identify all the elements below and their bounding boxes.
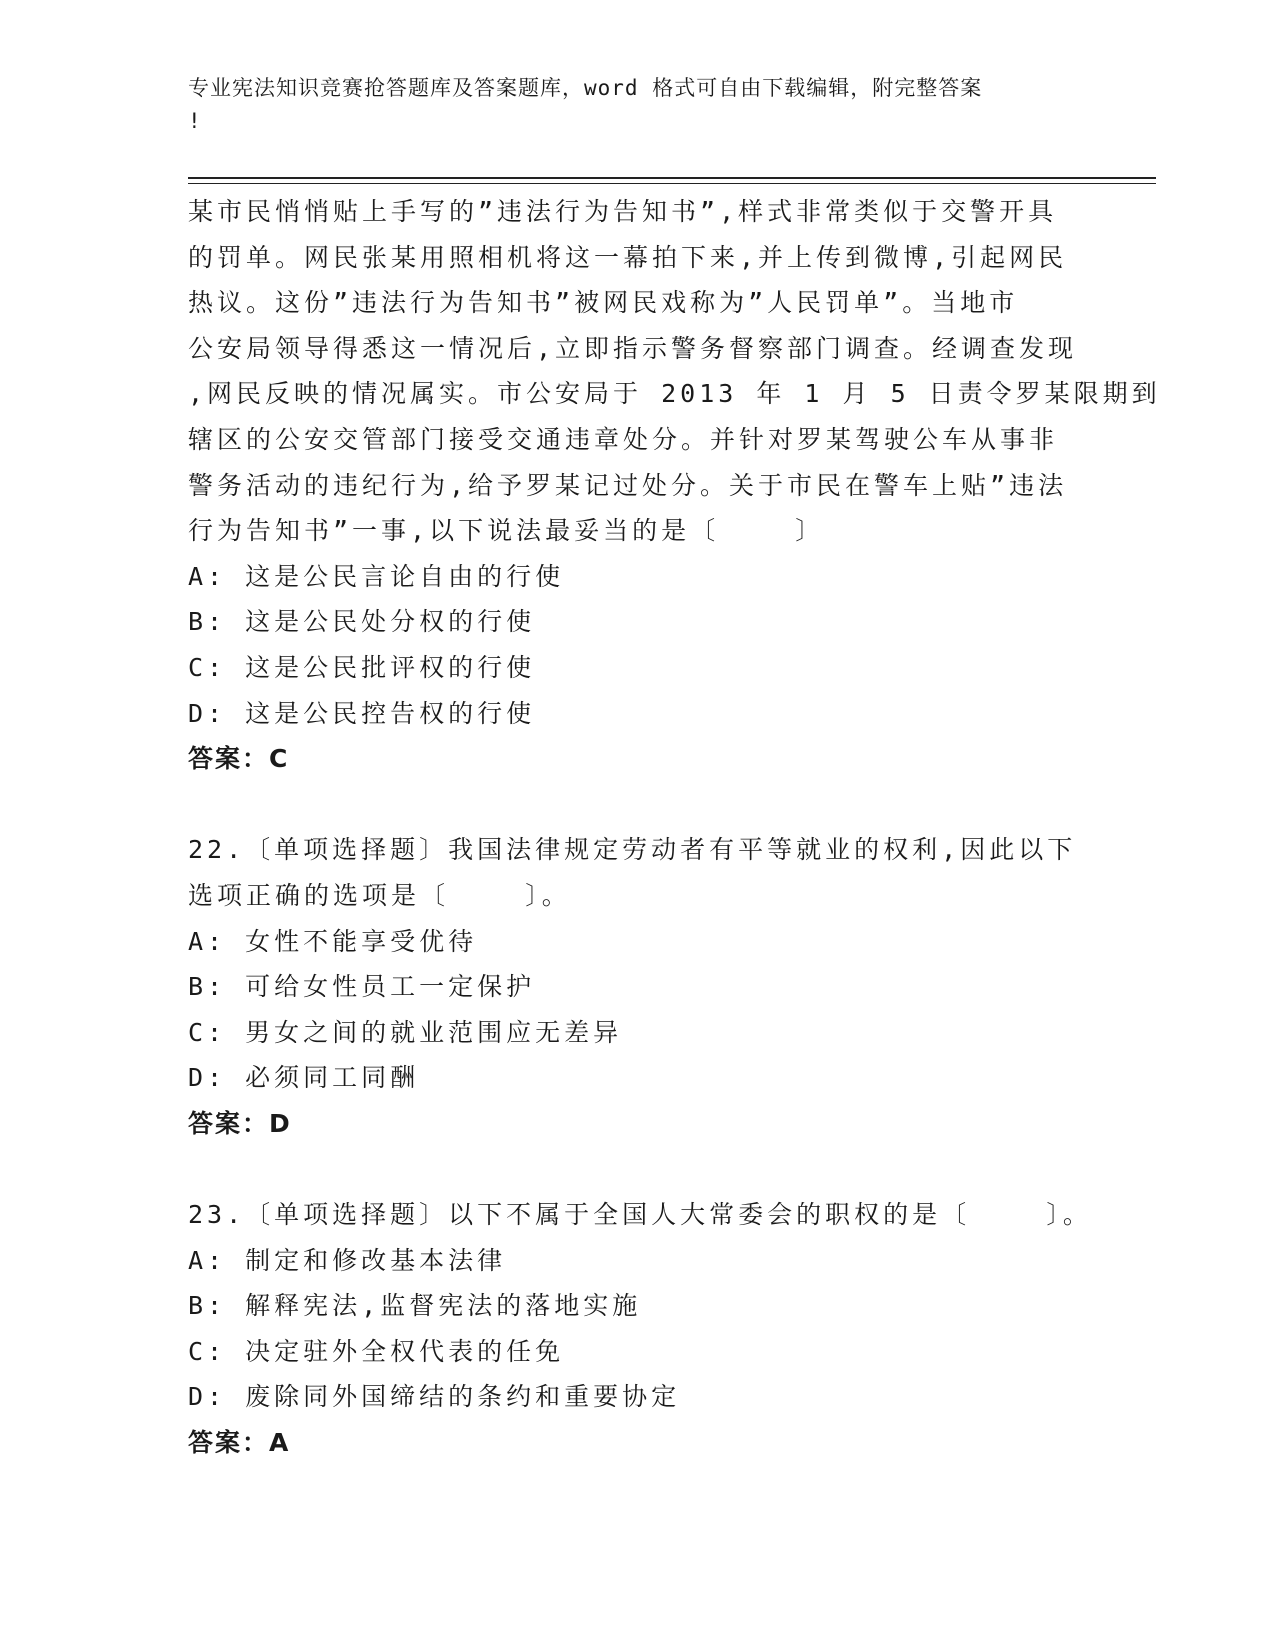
header-title-line-1: 专业宪法知识竞赛抢答题库及答案题库，word 格式可自由下载编辑，附完整答案 [188,76,983,100]
question-stem-line: 23.〔单项选择题〕以下不属于全国人大常委会的职权的是〔 〕。 [188,1200,1092,1230]
answer-label: 答案：A [188,1428,291,1458]
option-d: D: 废除同外国缔结的条约和重要协定 [188,1382,681,1412]
option-c: C: 决定驻外全权代表的任免 [188,1336,565,1366]
question-stem-line: 公安局领导得悉这一情况后,立即指示警务督察部门调查。经调查发现 [188,333,1078,363]
question-stem-line: 的罚单。网民张某用照相机将这一幕拍下来,并上传到微博,引起网民 [188,242,1068,272]
question-23 [188,1192,1092,1466]
spacer [188,1146,1088,1192]
option-a: A: 这是公民言论自由的行使 [188,561,565,591]
question-stem-line: 某市民悄悄贴上手写的”违法行为告知书”,样式非常类似于交警开具 [188,197,1058,226]
option-a: A: 女性不能享受优待 [188,926,478,956]
question-stem-line: 选项正确的选项是〔 〕。 [188,880,571,910]
question-list [188,189,1161,1466]
question-stem-line: 22.〔单项选择题〕我国法律规定劳动者有平等就业的权利,因此以下 [188,835,1077,865]
header-divider-thick [188,177,1156,179]
question-stem-line: 辖区的公安交管部门接受交通违章处分。并针对罗某驾驶公车从事非 [188,424,1059,454]
question-22 [188,827,1088,1146]
option-c: C: 男女之间的就业范围应无差异 [188,1017,623,1047]
answer-label: 答案：D [188,1108,292,1138]
option-b: B: 解释宪法,监督宪法的落地实施 [188,1291,642,1321]
question-21 [188,189,1161,782]
answer-label: 答案：C [188,744,290,774]
option-a: A: 制定和修改基本法律 [188,1245,507,1275]
option-d: D: 必须同工同酬 [188,1063,420,1093]
spacer [188,782,1088,828]
question-stem-line: 行为告知书”一事,以下说法最妥当的是〔 〕 [188,516,825,546]
question-stem-line: ,网民反映的情况属实。市公安局于 2013 年 1 月 5 日责令罗某限期到 [188,379,1161,409]
document-header [188,72,1078,138]
header-title-line-2: ! [188,109,202,133]
option-b: B: 这是公民处分权的行使 [188,607,536,637]
header-divider-thin [188,183,1156,184]
question-stem-line: 热议。这份”违法行为告知书”被网民戏称为”人民罚单”。当地市 [188,288,1019,318]
option-d: D: 这是公民控告权的行使 [188,698,536,728]
question-stem-line: 警务活动的违纪行为,给予罗某记过处分。关于市民在警车上贴”违法 [188,470,1068,500]
option-b: B: 可给女性员工一定保护 [188,972,536,1002]
option-c: C: 这是公民批评权的行使 [188,652,536,682]
